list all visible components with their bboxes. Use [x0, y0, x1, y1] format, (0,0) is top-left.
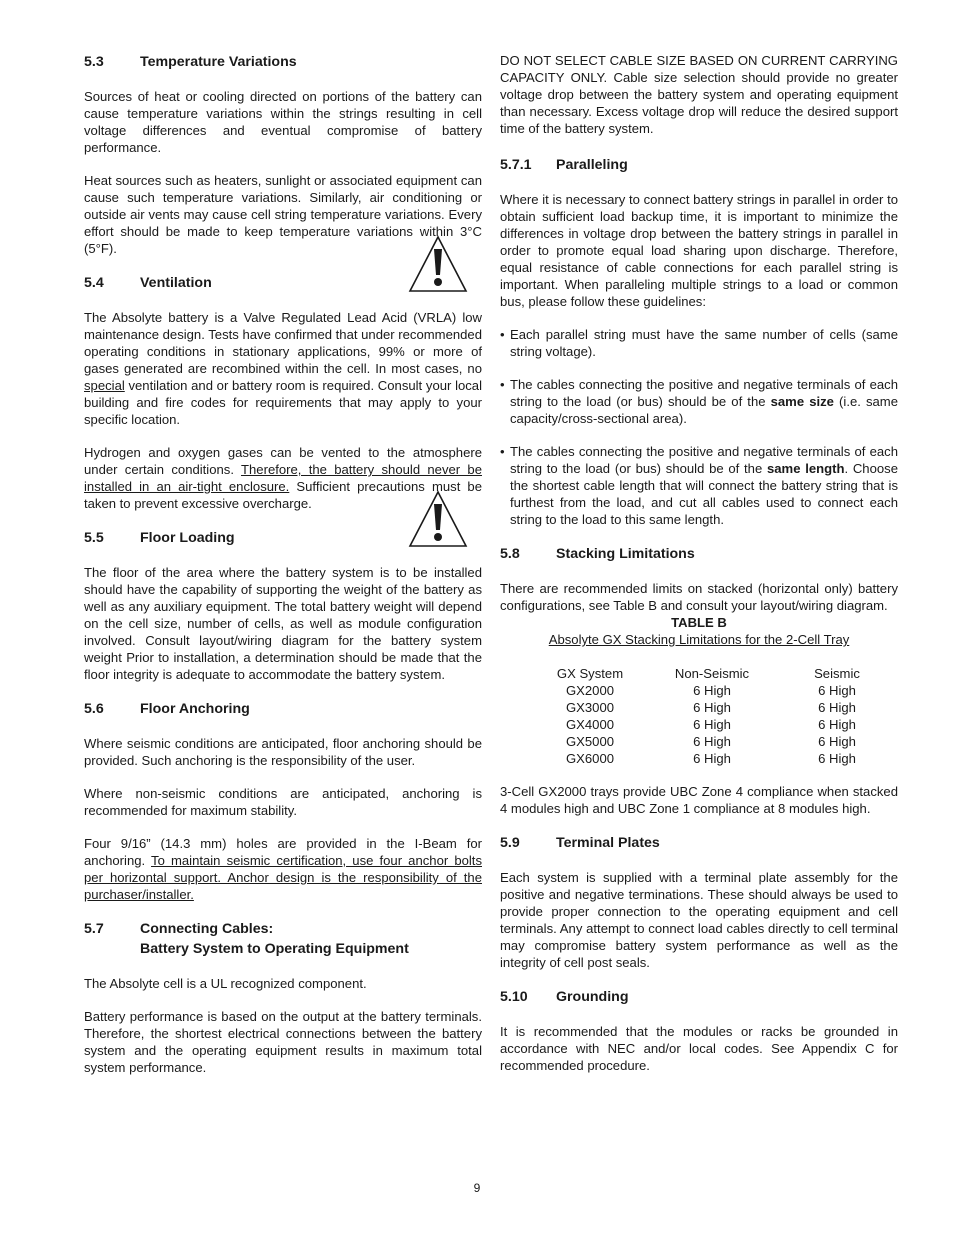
- paragraph: Where non-seismic conditions are anticipated, anchoring is recommended for maximum stability.: [84, 786, 482, 818]
- paragraph: The Absolyte cell is a UL recognized component.: [84, 976, 367, 991]
- paragraph: Each system is supplied with a terminal plate assembly for the positive and negative terminations. These should always be used to provide proper connection to the operating equipment and cell terminals. Any attempt to connect load cables directly to cell terminal may compromise battery system performance as well as the integrity of cell post seals.: [500, 870, 898, 970]
- warning-triangle-icon: [408, 235, 468, 293]
- paragraph: The floor of the area where the battery system is to be installed should have the capability of supporting the weight of the battery as well as any auxiliary equipment. The total battery weight will depend on the cell size, number of cells, as well as module configuration involved. Consult layout/wiring diagram for the battery system weight Prior to installation, a determination should be made that the floor integrity is adequate to accommodate the battery system.: [84, 565, 482, 682]
- paragraph: Sources of heat or cooling directed on portions of the battery can cause temperature variations within the strings resulting in cell voltage differences and eventual compromise of battery performance.: [84, 89, 482, 155]
- table-row: GX2000 6 High 6 High: [565, 683, 856, 698]
- section-heading-5-8: 5.8 Stacking Limitations: [500, 546, 695, 562]
- page-number: 9: [473, 1181, 481, 1195]
- warning-triangle-icon: [408, 490, 468, 548]
- paragraph: There are recommended limits on stacked (horizontal only) battery configurations, see Table B and consult your layout/wiring diagram.: [500, 581, 898, 613]
- paragraph: Heat sources such as heaters, sunlight or associated equipment can cause such temperature variations. Similarly, air conditioning or outside air vents may cause cell string temperature variations. Every effort should be made to keep temperature variations within 3°C (5°F).: [84, 173, 482, 256]
- table-row: GX4000 6 High 6 High: [565, 717, 856, 732]
- paragraph: Where seismic conditions are anticipated, floor anchoring should be provided. Such anchoring is the responsibility of the user.: [84, 736, 482, 768]
- table-header: Non-Seismic: [674, 666, 750, 681]
- table-row: GX3000 6 High 6 High: [565, 700, 856, 715]
- list-item: • The cables connecting the positive and negative terminals of each string to the load (or bus) should be of the same length. Choose the shortest cable length that will connect the battery string that is furthest from the load, and cut all cables used to connect each string to the load to this same length.: [500, 443, 898, 528]
- section-heading-5-10: 5.10 Grounding: [500, 989, 629, 1005]
- paragraph: Battery performance is based on the output at the battery terminals. Therefore, the shortest electrical connections between the battery system and the operating equipment results in maximum total system performance.: [84, 1009, 482, 1075]
- table-title: TABLE B: [671, 615, 727, 630]
- left-column: [84, 52, 482, 1092]
- table-row: GX6000 6 High 6 High: [565, 751, 856, 766]
- paragraph: 3-Cell GX2000 trays provide UBC Zone 4 compliance when stacked 4 modules high and UBC Zone 1 compliance at 8 modules high.: [500, 784, 898, 816]
- paragraph: DO NOT SELECT CABLE SIZE BASED ON CURRENT CARRYING CAPACITY ONLY. Cable size selection should provide no greater voltage drop between the battery system and operating equipment than necessary. Excess voltage drop will reduce the desired support time of the battery system.: [500, 53, 898, 136]
- section-heading-5-5: 5.5 Floor Loading: [84, 530, 235, 546]
- table-header: GX System: [556, 666, 624, 681]
- stacking-table: [534, 665, 896, 767]
- section-heading-5-7-1: 5.7.1 Paralleling: [500, 157, 628, 173]
- table-header: Seismic: [814, 666, 860, 681]
- section-heading-5-9: 5.9 Terminal Plates: [500, 835, 660, 851]
- section-heading-5-6: 5.6 Floor Anchoring: [84, 701, 250, 717]
- section-heading-5-3: 5.3 Temperature Variations: [84, 54, 297, 70]
- table-b: [500, 614, 898, 767]
- list-item: • Each parallel string must have the same number of cells (same string voltage).: [500, 326, 898, 360]
- bullet-list: [500, 326, 898, 528]
- paragraph: Four 9/16” (14.3 mm) holes are provided in the I-Beam for anchoring. To maintain seismic certification, use four anchor bolts per horizontal support. Anchor design is the responsibility of the purchaser/installer.: [84, 836, 482, 902]
- paragraph: Where it is necessary to connect battery strings in parallel in order to obtain sufficient load backup time, it is important to minimize the differences in voltage drop between the battery strings in parallel in order to promote equal load sharing upon discharge. Therefore, equal resistance of cable connections for each parallel string is important. When paralleling multiple strings to a load or common bus, please follow these guidelines:: [500, 192, 898, 309]
- section-heading-5-7: 5.7 Connecting Cables: Battery System to Operating Equipment: [84, 921, 409, 957]
- paragraph: Hydrogen and oxygen gases can be vented to the atmosphere under certain conditions. Therefore, the battery should never be installed in an air-tight enclosure. Sufficient precautions must be taken to prevent excessive overcharge.: [84, 445, 483, 511]
- list-item: • The cables connecting the positive and negative terminals of each string to the load (or bus) should be of the same size (i.e. same capacity/cross-sectional area).: [500, 376, 898, 427]
- paragraph: The Absolyte battery is a Valve Regulated Lead Acid (VRLA) low maintenance design. Tests have confirmed that under recommended operating conditions in stationary applications, 99% or more of gases generated are recombined within the cell. In most cases, no special ventilation and or battery room is required. Consult your local building and fire codes for requirements that may apply to your specific location.: [84, 310, 482, 427]
- table-subtitle: Absolyte GX Stacking Limitations for the 2-Cell Tray: [548, 632, 850, 647]
- table-header-row: [534, 665, 896, 682]
- right-column: [500, 52, 898, 1090]
- table-row: GX5000 6 High 6 High: [565, 734, 856, 749]
- paragraph: It is recommended that the modules or racks be grounded in accordance with NEC and/or local codes. See Appendix C for recommended procedure.: [500, 1024, 898, 1073]
- section-heading-5-4: 5.4 Ventilation: [84, 275, 212, 291]
